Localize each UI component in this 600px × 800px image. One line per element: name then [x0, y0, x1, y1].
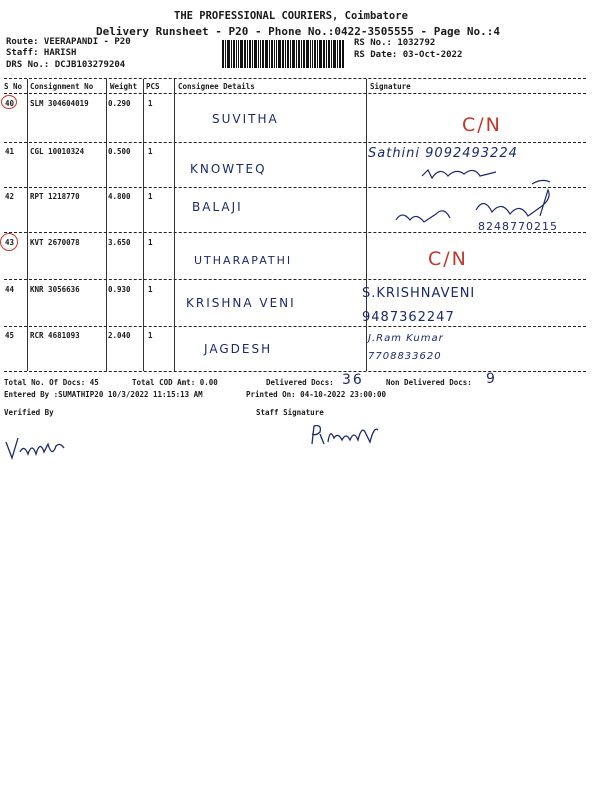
company-title: THE PROFESSIONAL COURIERS, Coimbatore: [174, 10, 408, 22]
col-divider: [27, 79, 28, 371]
verified-by-label: Verified By: [4, 408, 54, 417]
entered-by: Entered By :SUMATHIP20 10/3/2022 11:15:13 AM: [4, 390, 203, 399]
row-40-consignment: SLM 304604019: [30, 99, 89, 108]
row-43-sno: 43: [5, 238, 15, 247]
rs-date: RS Date: 03-Oct-2022: [354, 50, 463, 60]
row-40-signature: C/N: [462, 114, 502, 136]
row-42-pcs: 1: [148, 192, 153, 201]
row-41-consignee: KNOWTEQ: [190, 162, 267, 176]
row-40-consignee: SUVITHA: [212, 112, 279, 126]
non-delivered-docs-label: Non Delivered Docs:: [386, 378, 472, 387]
staff-label: Staff: HARISH: [6, 48, 77, 58]
header-top-rule: [4, 78, 586, 79]
row-41-signature: Sathini 9092493224: [368, 146, 518, 161]
row-45-sno: 45: [5, 331, 15, 340]
row-41-weight: 0.500: [108, 147, 131, 156]
col-divider: [174, 79, 175, 371]
row-rule: [4, 232, 586, 233]
row-41-sno: 41: [5, 147, 15, 156]
total-docs: Total No. Of Docs: 45: [4, 378, 99, 387]
row-42-consignee: BALAJI: [192, 200, 243, 214]
row-43-signature: C/N: [428, 248, 468, 270]
col-header-consignee: Consignee Details: [178, 82, 255, 91]
col-header-pcs: PCS: [146, 82, 160, 91]
row-43-consignment: KVT 2670078: [30, 238, 80, 247]
row-41-pcs: 1: [148, 147, 153, 156]
row-43-pcs: 1: [148, 238, 153, 247]
col-divider: [143, 79, 144, 371]
non-delivered-docs-value: 9: [486, 371, 497, 387]
row-rule: [4, 326, 586, 327]
row-rule: [4, 371, 586, 372]
row-43-consignee: UTHARAPATHI: [194, 254, 293, 267]
delivered-docs-value: 36: [342, 372, 364, 388]
staff-signature-label: Staff Signature: [256, 408, 324, 417]
header-bottom-rule: [4, 93, 586, 94]
row-40-pcs: 1: [148, 99, 153, 108]
delivered-docs-label: Delivered Docs:: [266, 378, 334, 387]
runsheet-title: Delivery Runsheet - P20 - Phone No.:0422-3505555 - Page No.:4: [96, 25, 500, 38]
col-header-signature: Signature: [370, 82, 411, 91]
staff-signature: [308, 420, 388, 450]
row-41-consignment: CGL 10010324: [30, 147, 85, 156]
row-44-sno: 44: [5, 285, 15, 294]
row-45-weight: 2.040: [108, 331, 131, 340]
verifier-signature: [4, 432, 70, 466]
row-44-weight: 0.930: [108, 285, 131, 294]
row-42-weight: 4.800: [108, 192, 131, 201]
col-header-sno: S No: [4, 82, 23, 91]
row-45-signature: J.Ram Kumar 7708833620: [368, 333, 444, 362]
row-45-consignment: RCR 4681093: [30, 331, 80, 340]
total-cod: Total COD Amt: 0.00: [132, 378, 218, 387]
row-rule: [4, 142, 586, 143]
row-42-consignment: RPT 1218770: [30, 192, 80, 201]
row-42-sno: 42: [5, 192, 15, 201]
col-header-weight: Weight: [110, 82, 138, 91]
row-rule: [4, 279, 586, 280]
row-44-consignee: KRISHNA VENI: [186, 296, 296, 310]
row-45-consignee: JAGDESH: [204, 342, 273, 356]
row-44-signature: S.KRISHNAVENI 9487362247: [362, 286, 476, 325]
drs-number: DRS No.: DCJB103279204: [6, 60, 126, 70]
row-44-consignment: KNR 3056636: [30, 285, 80, 294]
row-45-pcs: 1: [148, 331, 153, 340]
row-40-sno: 40: [5, 99, 15, 108]
row-42-signature: 8248770215: [478, 220, 558, 233]
printed-on: Printed On: 04-10-2022 23:00:00: [246, 390, 386, 399]
row-44-pcs: 1: [148, 285, 153, 294]
row-43-circle-mark: [0, 233, 18, 251]
barcode-image: [222, 40, 348, 68]
row-40-circle-mark: [1, 95, 17, 109]
col-divider: [106, 79, 107, 371]
rs-number: RS No.: 1032792: [354, 38, 436, 48]
row-43-weight: 3.650: [108, 238, 131, 247]
col-header-consignment: Consignment No: [30, 82, 94, 91]
route-label: Route: VEERAPANDI - P20: [6, 37, 131, 47]
row-40-weight: 0.290: [108, 99, 131, 108]
